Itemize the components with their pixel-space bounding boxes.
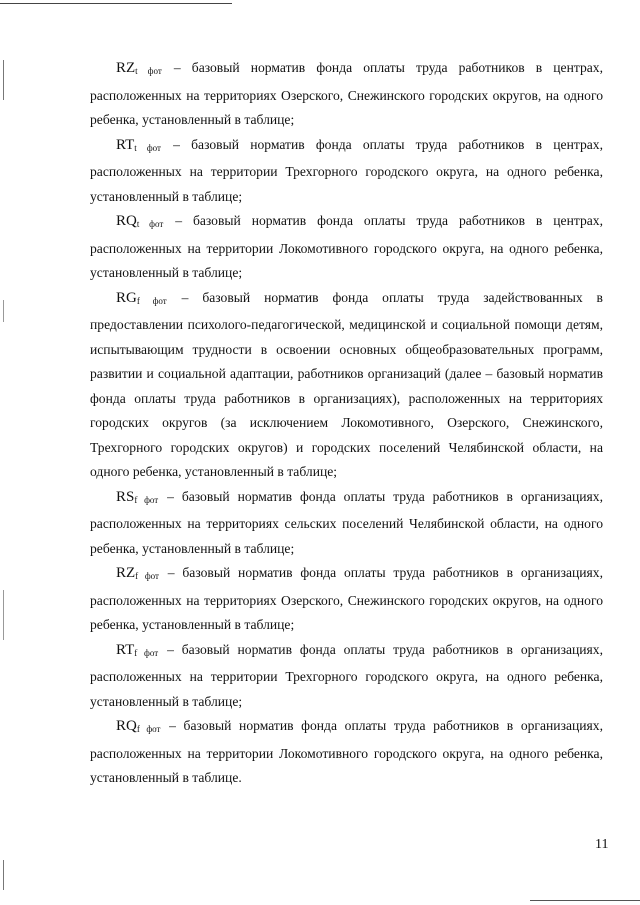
scan-left-edge-mark [3,300,4,322]
definition-text: – базовый норматив фонда оплаты труда работников в организациях, расположенных на территориях Озерского, Снежинского городских округов, на одного ребенка, установленный в таблице; [90,565,603,632]
scan-bottom-border-line [530,900,640,901]
norm-subscript: f фот [135,571,159,581]
definition-paragraph-rz-f [90,561,603,638]
definition-text: – базовый норматив фонда оплаты труда задействованных в предоставлении психолого-педагогической, медицинской и социальной помощи детям, испытывающим трудности в освоении основных общеобразовательных программ, развитии и социальной адаптации, работников организаций (далее – базовый норматив фонда оплаты труда работников в организациях), расположенных на территориях городских округов (за исключением Локомотивного, Озерского, Снежинского, Трехгорного городских округов) и городских поселений Челябинской области, на одного ребенка, установленный в таблице; [90,289,603,479]
document-body [90,56,603,791]
norm-symbol: RZ [116,60,136,76]
scan-top-border-line [0,3,232,4]
definition-text: – базовый норматив фонда оплаты труда работников в центрах, расположенных на территориях Озерского, Снежинского городских округов, на одного ребенка, установленный в таблице; [90,60,603,127]
page-number: 11 [595,837,609,852]
norm-subscript: f фот [134,494,159,505]
norm-symbol: RS [116,488,135,505]
definition-text: – базовый норматив фонда оплаты труда работников в центрах, расположенных на территории Трехгорного городского округа, на одного ребенка, установленный в таблице; [90,136,603,204]
norm-symbol: RZ [116,565,136,581]
scan-left-edge-mark [3,60,4,100]
definition-text: – базовый норматив фонда оплаты труда работников в организациях, расположенных на территории Трехгорного городского округа, на одного ребенка, установленный в таблице; [90,641,603,709]
norm-subscript: t фот [135,66,162,76]
definition-paragraph-rz-t [90,56,603,133]
scan-left-edge-mark [3,860,4,890]
norm-symbol: RT [116,641,135,658]
norm-subscript: f фот [136,295,167,306]
definition-paragraph-rt-t [90,133,603,210]
definition-text: – базовый норматив фонда оплаты труда работников в организациях, расположенных на территории Локомотивного городского округа, на одного ребенка, установленный в таблице. [90,718,603,785]
norm-symbol: RQ [116,718,137,734]
definition-text: – базовый норматив фонда оплаты труда работников в организациях, расположенных на территориях сельских поселений Челябинской области, на одного ребенка, установленный в таблице; [90,488,603,556]
norm-subscript: f фот [136,724,161,734]
norm-subscript: t фот [134,142,161,153]
norm-symbol: RQ [116,213,137,229]
norm-subscript: f фот [134,647,159,658]
definition-paragraph-rq-t [90,209,603,286]
norm-symbol: RT [116,136,135,153]
definition-paragraph-rq-f [90,714,603,791]
definition-text: – базовый норматив фонда оплаты труда работников в центрах, расположенных на территории Локомотивного городского округа, на одного ребенка, установленный в таблице; [90,213,603,280]
scan-left-edge-mark [3,590,4,640]
norm-subscript: t фот [136,219,164,229]
norm-symbol: RG [116,289,137,306]
definition-paragraph-rg-f [90,286,603,485]
definition-paragraph-rt-f [90,638,603,715]
definition-paragraph-rs-f [90,485,603,562]
